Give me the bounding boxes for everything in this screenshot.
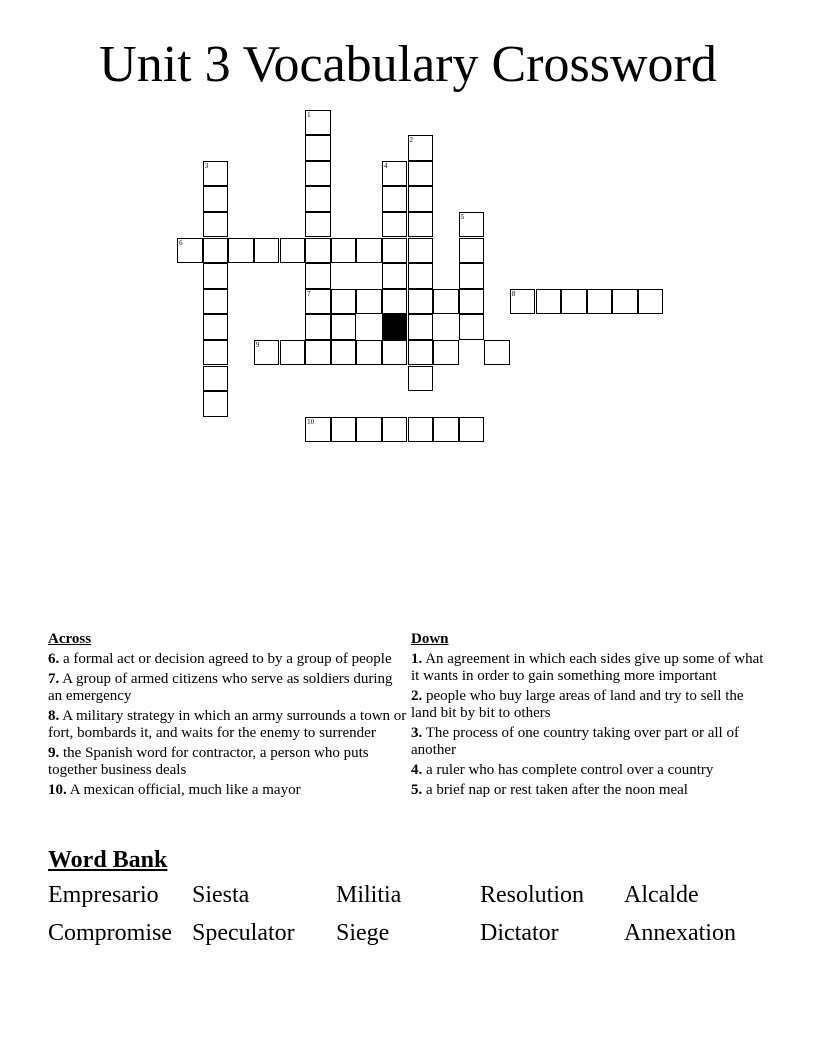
crossword-cell[interactable] bbox=[382, 238, 408, 264]
crossword-cell[interactable] bbox=[612, 289, 638, 315]
word-bank-item: Annexation bbox=[624, 920, 736, 946]
crossword-cell[interactable] bbox=[408, 135, 434, 161]
word-bank-item: Alcalde bbox=[624, 882, 699, 908]
clue-number: 10 bbox=[307, 417, 315, 426]
crossword-cell[interactable] bbox=[203, 314, 229, 340]
crossword-cell[interactable] bbox=[203, 289, 229, 315]
crossword-cell[interactable] bbox=[331, 289, 357, 315]
word-bank-item: Militia bbox=[336, 882, 402, 908]
crossword-cell[interactable] bbox=[331, 340, 357, 366]
down-clues bbox=[411, 630, 771, 802]
crossword-grid bbox=[0, 0, 816, 460]
word-bank-item: Speculator bbox=[192, 920, 295, 946]
clue-down-4: 4. a ruler who has complete control over a country bbox=[411, 762, 714, 778]
crossword-cell[interactable] bbox=[382, 417, 408, 443]
crossword-cell[interactable] bbox=[408, 314, 434, 340]
crossword-cell[interactable] bbox=[356, 417, 382, 443]
across-clues bbox=[48, 630, 408, 802]
word-bank-title: Word Bank bbox=[48, 847, 168, 873]
crossword-cell[interactable] bbox=[484, 340, 510, 366]
crossword-cell[interactable] bbox=[408, 212, 434, 238]
clue-down-3: 3. The process of one country taking over part or all of another bbox=[411, 725, 739, 758]
crossword-cell[interactable] bbox=[459, 212, 485, 238]
crossword-cell[interactable] bbox=[408, 186, 434, 212]
clue-down-5: 5. a brief nap or rest taken after the noon meal bbox=[411, 782, 688, 798]
crossword-cell[interactable] bbox=[203, 161, 229, 187]
crossword-cell[interactable] bbox=[331, 238, 357, 264]
crossword-cell[interactable] bbox=[331, 314, 357, 340]
crossword-cell[interactable] bbox=[203, 186, 229, 212]
clue-number: 1 bbox=[307, 110, 311, 119]
crossword-cell[interactable] bbox=[280, 238, 306, 264]
crossword-cell[interactable] bbox=[254, 238, 280, 264]
crossword-cell[interactable] bbox=[382, 340, 408, 366]
crossword-cell[interactable] bbox=[382, 289, 408, 315]
word-bank-item: Compromise bbox=[48, 920, 172, 946]
clue-number: 6 bbox=[179, 238, 183, 247]
crossword-cell[interactable] bbox=[356, 340, 382, 366]
crossword-cell[interactable] bbox=[382, 186, 408, 212]
crossword-cell[interactable] bbox=[408, 417, 434, 443]
crossword-cell[interactable] bbox=[587, 289, 613, 315]
clue-across-8: 8. A military strategy in which an army surrounds a town or fort, bombards it, and waits for the enemy to surrender bbox=[48, 708, 407, 741]
clue-across-7: 7. A group of armed citizens who serve as soldiers during an emergency bbox=[48, 671, 393, 704]
crossword-cell[interactable] bbox=[356, 238, 382, 264]
clue-down-2: 2. people who buy large areas of land and try to sell the land bit by bit to others bbox=[411, 688, 744, 721]
crossword-cell[interactable] bbox=[561, 289, 587, 315]
crossword-cell[interactable] bbox=[228, 238, 254, 264]
crossword-cell[interactable] bbox=[305, 212, 331, 238]
word-bank bbox=[48, 881, 768, 947]
crossword-cell[interactable] bbox=[638, 289, 664, 315]
crossword-cell[interactable] bbox=[382, 161, 408, 187]
crossword-cell[interactable] bbox=[305, 110, 331, 136]
crossword-cell[interactable] bbox=[305, 289, 331, 315]
page-title: Unit 3 Vocabulary Crossword bbox=[99, 36, 717, 93]
crossword-cell[interactable] bbox=[203, 212, 229, 238]
clue-number: 8 bbox=[511, 289, 516, 298]
crossword-cell[interactable] bbox=[305, 340, 331, 366]
crossword-cell[interactable] bbox=[408, 263, 434, 289]
clue-down-1: 1. An agreement in which each sides give up some of what it wants in order to gain something more important bbox=[411, 651, 764, 684]
crossword-cell[interactable] bbox=[433, 340, 459, 366]
clue-number: 2 bbox=[409, 136, 413, 145]
crossword-cell[interactable] bbox=[305, 417, 331, 443]
crossword-cell[interactable] bbox=[305, 186, 331, 212]
clue-number: 9 bbox=[255, 340, 260, 349]
clue-number: 4 bbox=[383, 161, 388, 170]
crossword-black-cell bbox=[382, 314, 408, 340]
crossword-cell[interactable] bbox=[382, 263, 408, 289]
crossword-cell[interactable] bbox=[203, 391, 229, 417]
crossword-cell[interactable] bbox=[254, 340, 280, 366]
crossword-cell[interactable] bbox=[203, 340, 229, 366]
crossword-cell[interactable] bbox=[408, 289, 434, 315]
clue-across-9: 9. the Spanish word for contractor, a person who puts together business deals bbox=[48, 745, 369, 778]
crossword-cell[interactable] bbox=[382, 212, 408, 238]
across-heading: Across bbox=[48, 631, 92, 647]
clue-number: 5 bbox=[460, 212, 465, 221]
crossword-cell[interactable] bbox=[305, 263, 331, 289]
crossword-cell[interactable] bbox=[433, 289, 459, 315]
crossword-cell[interactable] bbox=[203, 366, 229, 392]
crossword-cell[interactable] bbox=[305, 314, 331, 340]
crossword-cell[interactable] bbox=[203, 263, 229, 289]
word-bank-item: Siege bbox=[336, 920, 390, 946]
crossword-cell[interactable] bbox=[459, 314, 485, 340]
crossword-cell[interactable] bbox=[305, 135, 331, 161]
crossword-cell[interactable] bbox=[203, 238, 229, 264]
down-heading: Down bbox=[411, 631, 449, 647]
crossword-cell[interactable] bbox=[459, 238, 485, 264]
crossword-cell[interactable] bbox=[536, 289, 562, 315]
crossword-cell[interactable] bbox=[510, 289, 536, 315]
word-bank-item: Siesta bbox=[192, 882, 250, 908]
crossword-cell[interactable] bbox=[177, 238, 203, 264]
crossword-cell[interactable] bbox=[459, 263, 485, 289]
word-bank-item: Dictator bbox=[480, 920, 559, 946]
word-bank-item: Resolution bbox=[480, 882, 585, 908]
crossword-cell[interactable] bbox=[305, 161, 331, 187]
crossword-cell[interactable] bbox=[331, 417, 357, 443]
crossword-cell[interactable] bbox=[459, 289, 485, 315]
crossword-cell[interactable] bbox=[459, 417, 485, 443]
crossword-cell[interactable] bbox=[280, 340, 306, 366]
word-bank-item: Empresario bbox=[48, 882, 159, 908]
clue-number: 7 bbox=[307, 289, 311, 298]
clue-across-10: 10. A mexican official, much like a mayor bbox=[48, 782, 301, 798]
crossword-cell[interactable] bbox=[408, 161, 434, 187]
clue-number: 3 bbox=[204, 161, 209, 170]
crossword-cell[interactable] bbox=[408, 366, 434, 392]
crossword-cell[interactable] bbox=[408, 340, 434, 366]
crossword-cell[interactable] bbox=[356, 289, 382, 315]
crossword-cell[interactable] bbox=[433, 417, 459, 443]
crossword-cell[interactable] bbox=[305, 238, 331, 264]
crossword-cell[interactable] bbox=[408, 238, 434, 264]
clue-across-6: 6. a formal act or decision agreed to by a group of people bbox=[48, 651, 392, 667]
